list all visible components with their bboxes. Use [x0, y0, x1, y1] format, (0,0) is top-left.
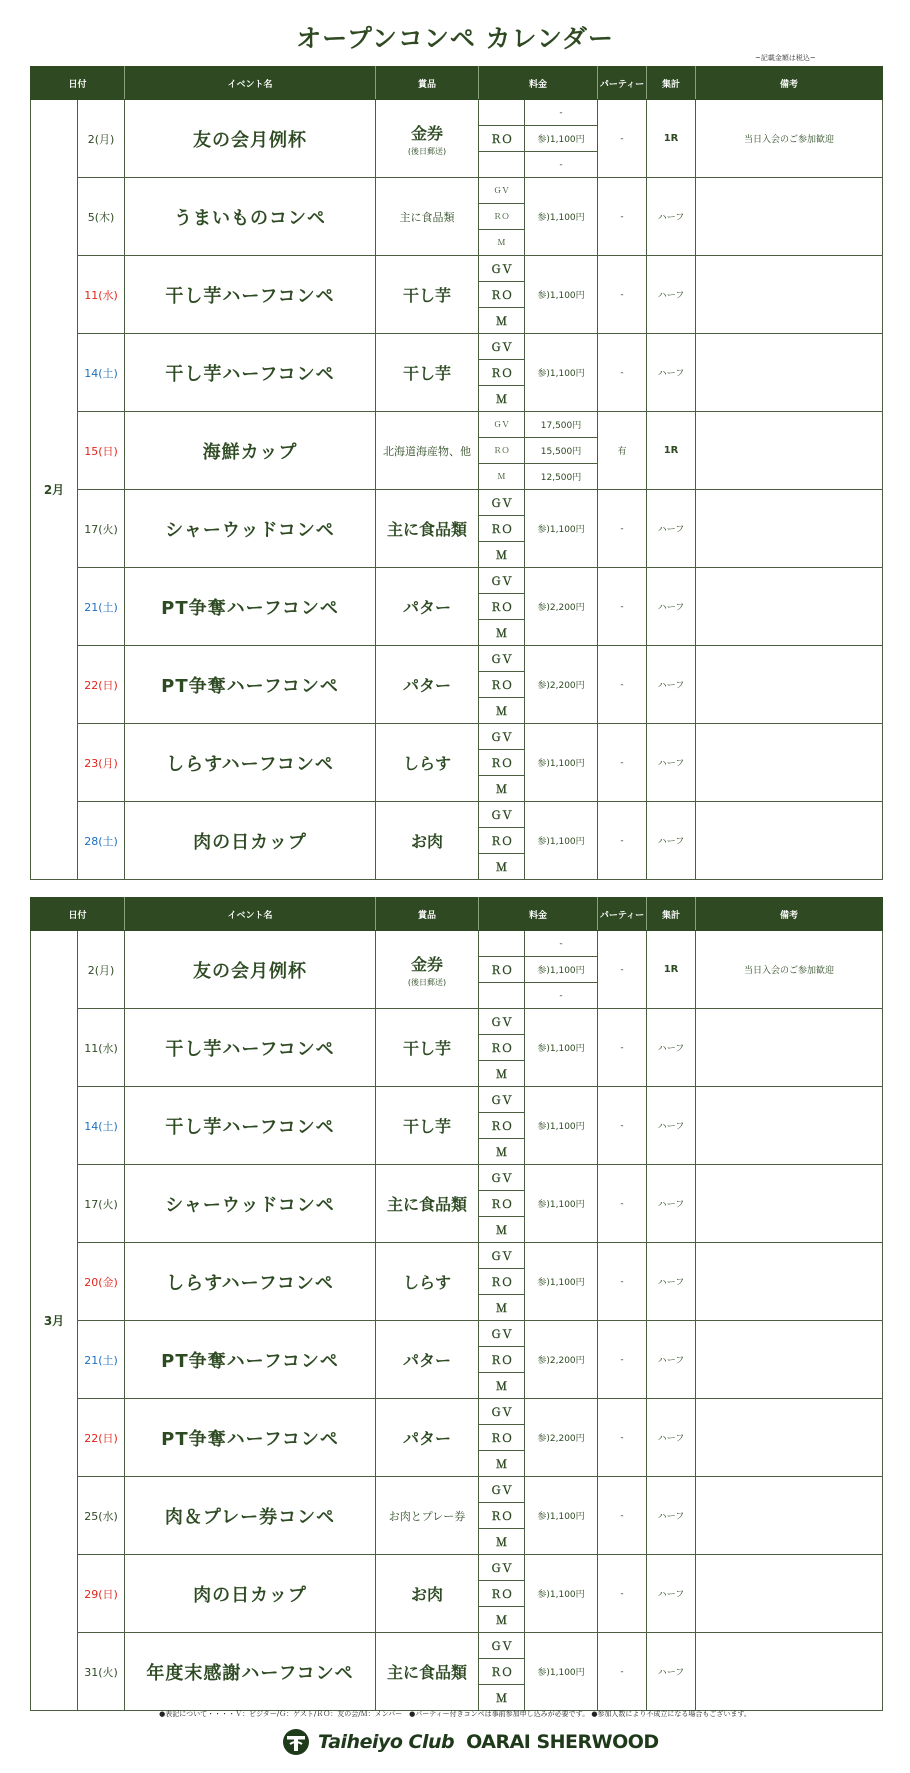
event-prize: [376, 490, 479, 568]
party-status: -: [598, 802, 647, 880]
fee-value: 参)1,100円: [525, 1087, 598, 1165]
month-cell: 3月: [31, 931, 78, 1711]
fee-value: 参)1,100円: [525, 724, 598, 802]
event-prize: [376, 412, 479, 490]
header-event: イベント名: [125, 898, 376, 931]
party-status: -: [598, 1633, 647, 1711]
header-remarks: 備考: [696, 67, 883, 100]
table-row: [31, 931, 883, 957]
player-category: ＧＶ: [479, 1555, 525, 1581]
table-row: [31, 178, 883, 204]
table-row: [31, 490, 883, 516]
party-status: -: [598, 1009, 647, 1087]
player-category: ＧＶ: [479, 1087, 525, 1113]
header-event: イベント名: [125, 67, 376, 100]
fee-value: 12,500円: [525, 464, 598, 490]
event-date: 29(日): [78, 1555, 125, 1633]
fee-value: 参)1,100円: [525, 256, 598, 334]
fee-value: 参)2,200円: [525, 568, 598, 646]
prize-label: 干し芋: [403, 1117, 452, 1136]
party-status: -: [598, 568, 647, 646]
event-date: 25(水): [78, 1477, 125, 1555]
party-status: -: [598, 1399, 647, 1477]
tally-type: ハーフ: [647, 1633, 696, 1711]
event-remarks: 当日入会のご参加歓迎: [696, 100, 883, 178]
tally-type: 1R: [647, 100, 696, 178]
party-status: 有: [598, 412, 647, 490]
player-category: ＧＶ: [479, 334, 525, 360]
event-remarks: [696, 568, 883, 646]
fee-value: 参)1,100円: [525, 1633, 598, 1711]
player-category: ＧＶ: [479, 1477, 525, 1503]
event-date: 14(土): [78, 334, 125, 412]
event-date: 14(土): [78, 1087, 125, 1165]
table-header-row: [31, 898, 883, 931]
table-row: [31, 1633, 883, 1659]
event-prize: [376, 256, 479, 334]
fee-value: 参)1,100円: [525, 334, 598, 412]
player-category: ＲＯ: [479, 1581, 525, 1607]
table-row: [31, 334, 883, 360]
logo-brand: Taiheiyo Club: [318, 1731, 455, 1753]
event-remarks: [696, 178, 883, 256]
event-remarks: [696, 1087, 883, 1165]
player-category: Ｍ: [479, 776, 525, 802]
player-category: ＲＯ: [479, 594, 525, 620]
party-status: -: [598, 1165, 647, 1243]
table-row: [31, 1087, 883, 1113]
player-category: Ｍ: [479, 230, 525, 256]
player-category: ＲＯ: [479, 1113, 525, 1139]
header-remarks: 備考: [696, 898, 883, 931]
table-row: [31, 1243, 883, 1269]
event-prize: [376, 1477, 479, 1555]
event-date: 21(土): [78, 1321, 125, 1399]
player-category: Ｍ: [479, 1139, 525, 1165]
table-row: [31, 568, 883, 594]
prize-label: 干し芋: [403, 364, 452, 383]
event-name: シャーウッドコンペ: [125, 490, 376, 568]
event-prize: [376, 646, 479, 724]
tally-type: ハーフ: [647, 724, 696, 802]
player-category: ＧＶ: [479, 802, 525, 828]
club-logo: [282, 1727, 659, 1757]
party-status: -: [598, 178, 647, 256]
event-prize: [376, 178, 479, 256]
prize-label: パター: [403, 1429, 452, 1448]
event-name: PT争奪ハーフコンペ: [125, 1321, 376, 1399]
player-category: ＧＶ: [479, 646, 525, 672]
month-cell: 2月: [31, 100, 78, 880]
event-prize: [376, 1633, 479, 1711]
fee-value: 参)1,100円: [525, 178, 598, 256]
event-date: 2(月): [78, 100, 125, 178]
player-category: [479, 931, 525, 957]
player-category: ＧＶ: [479, 412, 525, 438]
header-date: 日付: [31, 67, 125, 100]
tally-type: ハーフ: [647, 1399, 696, 1477]
player-category: ＧＶ: [479, 1633, 525, 1659]
header-party: パーティー: [598, 67, 647, 100]
event-date: 11(水): [78, 1009, 125, 1087]
table-row: [31, 1321, 883, 1347]
event-prize: [376, 334, 479, 412]
player-category: Ｍ: [479, 1373, 525, 1399]
event-name: 干し芋ハーフコンペ: [125, 256, 376, 334]
event-date: 22(日): [78, 1399, 125, 1477]
event-name: 友の会月例杯: [125, 100, 376, 178]
prize-label: 北海道海産物、他: [383, 444, 472, 458]
player-category: [479, 152, 525, 178]
table-row: [31, 412, 883, 438]
tally-type: ハーフ: [647, 1477, 696, 1555]
event-remarks: [696, 1555, 883, 1633]
fee-value: -: [525, 152, 598, 178]
table-row: [31, 100, 883, 126]
player-category: Ｍ: [479, 1217, 525, 1243]
player-category: ＧＶ: [479, 568, 525, 594]
player-category: [479, 100, 525, 126]
event-date: 20(金): [78, 1243, 125, 1321]
event-name: うまいものコンペ: [125, 178, 376, 256]
fee-value: 参)1,100円: [525, 490, 598, 568]
player-category: ＲＯ: [479, 672, 525, 698]
tally-type: ハーフ: [647, 802, 696, 880]
prize-label: 金券: [411, 123, 444, 143]
header-party: パーティー: [598, 898, 647, 931]
event-prize: [376, 802, 479, 880]
table-body: [31, 100, 883, 880]
fee-value: 参)2,200円: [525, 646, 598, 724]
player-category: Ｍ: [479, 1529, 525, 1555]
event-remarks: [696, 724, 883, 802]
fee-value: 参)2,200円: [525, 1399, 598, 1477]
party-status: -: [598, 1477, 647, 1555]
player-category: ＧＶ: [479, 490, 525, 516]
event-date: 17(火): [78, 1165, 125, 1243]
page-title: オープンコンペ カレンダー: [296, 24, 614, 53]
player-category: ＧＶ: [479, 1165, 525, 1191]
event-name: シャーウッドコンペ: [125, 1165, 376, 1243]
taiheiyo-club-logo-icon: [282, 1728, 310, 1756]
player-category: Ｍ: [479, 1451, 525, 1477]
player-category: ＧＶ: [479, 1321, 525, 1347]
tally-type: ハーフ: [647, 568, 696, 646]
header-prize: 賞品: [376, 898, 479, 931]
player-category: ＧＶ: [479, 256, 525, 282]
calendar-table-march: [30, 897, 883, 1711]
prize-label: 金券: [411, 954, 444, 974]
player-category: ＲＯ: [479, 204, 525, 230]
fee-value: 参)1,100円: [525, 802, 598, 880]
tally-type: ハーフ: [647, 1009, 696, 1087]
logo-club-name: OARAI SHERWOOD: [466, 1731, 659, 1753]
event-prize: [376, 1243, 479, 1321]
event-name: PT争奪ハーフコンペ: [125, 1399, 376, 1477]
player-category: ＲＯ: [479, 360, 525, 386]
fee-value: -: [525, 100, 598, 126]
legend-note: ●表記について・・・・Ｖ：ビジター/Ｇ：ゲスト/ＲＯ：友の会/Ｍ：メンバー ●パーティー付きコンペは事前参加申し込みが必要です。 ●参加人数により不成立になる場合もございます。: [159, 1710, 751, 1718]
event-date: 22(日): [78, 646, 125, 724]
player-category: Ｍ: [479, 1295, 525, 1321]
event-name: 干し芋ハーフコンペ: [125, 1009, 376, 1087]
tally-type: 1R: [647, 412, 696, 490]
prize-label: しらす: [403, 754, 452, 773]
fee-value: 17,500円: [525, 412, 598, 438]
player-category: ＲＯ: [479, 1503, 525, 1529]
player-category: Ｍ: [479, 1607, 525, 1633]
player-category: ＲＯ: [479, 126, 525, 152]
event-date: 28(土): [78, 802, 125, 880]
prize-label: 主に食品類: [387, 1663, 468, 1682]
event-name: 干し芋ハーフコンペ: [125, 1087, 376, 1165]
table-header-row: [31, 67, 883, 100]
table-row: [31, 724, 883, 750]
party-status: -: [598, 100, 647, 178]
fee-value: 参)1,100円: [525, 1009, 598, 1087]
fee-value: 参)2,200円: [525, 1321, 598, 1399]
fee-value: 参)1,100円: [525, 126, 598, 152]
table-row: [31, 646, 883, 672]
tally-type: ハーフ: [647, 1321, 696, 1399]
event-remarks: [696, 334, 883, 412]
player-category: ＲＯ: [479, 1191, 525, 1217]
event-prize: [376, 1087, 479, 1165]
player-category: ＲＯ: [479, 438, 525, 464]
event-name: PT争奪ハーフコンペ: [125, 568, 376, 646]
table-row: [31, 256, 883, 282]
event-date: 5(木): [78, 178, 125, 256]
player-category: ＧＶ: [479, 1399, 525, 1425]
fee-value: 参)1,100円: [525, 1477, 598, 1555]
prize-label: 主に食品類: [387, 1195, 468, 1214]
table-body: [31, 931, 883, 1711]
table-row: [31, 1555, 883, 1581]
party-status: -: [598, 334, 647, 412]
player-category: ＧＶ: [479, 724, 525, 750]
party-status: -: [598, 646, 647, 724]
party-status: -: [598, 1087, 647, 1165]
tally-type: ハーフ: [647, 1243, 696, 1321]
party-status: -: [598, 256, 647, 334]
fee-value: 参)1,100円: [525, 1243, 598, 1321]
event-prize: [376, 1399, 479, 1477]
event-name: しらすハーフコンペ: [125, 724, 376, 802]
event-name: 年度末感謝ハーフコンペ: [125, 1633, 376, 1711]
prize-label: パター: [403, 598, 452, 617]
event-prize: [376, 1009, 479, 1087]
prize-note: (後日郵送): [407, 146, 447, 156]
player-category: ＲＯ: [479, 516, 525, 542]
event-date: 15(日): [78, 412, 125, 490]
party-status: -: [598, 724, 647, 802]
tally-type: 1R: [647, 931, 696, 1009]
calendar-table-february: [30, 66, 883, 880]
tally-type: ハーフ: [647, 178, 696, 256]
event-date: 17(火): [78, 490, 125, 568]
player-category: ＲＯ: [479, 1269, 525, 1295]
tally-type: ハーフ: [647, 646, 696, 724]
event-remarks: [696, 1633, 883, 1711]
header-tally: 集計: [647, 898, 696, 931]
tally-type: ハーフ: [647, 334, 696, 412]
player-category: [479, 983, 525, 1009]
event-prize: [376, 100, 479, 178]
prize-label: 主に食品類: [387, 520, 468, 539]
fee-value: -: [525, 983, 598, 1009]
prize-label: お肉: [411, 1585, 444, 1604]
prize-note: (後日郵送): [407, 977, 447, 987]
player-category: ＲＯ: [479, 1425, 525, 1451]
header-tally: 集計: [647, 67, 696, 100]
event-remarks: [696, 802, 883, 880]
tally-type: ハーフ: [647, 490, 696, 568]
event-name: PT争奪ハーフコンペ: [125, 646, 376, 724]
header-fee: 料金: [479, 67, 598, 100]
tally-type: ハーフ: [647, 1087, 696, 1165]
event-name: 干し芋ハーフコンペ: [125, 334, 376, 412]
event-remarks: [696, 412, 883, 490]
event-remarks: [696, 1399, 883, 1477]
event-remarks: [696, 1477, 883, 1555]
header-date: 日付: [31, 898, 125, 931]
event-date: 2(月): [78, 931, 125, 1009]
fee-value: 15,500円: [525, 438, 598, 464]
player-category: Ｍ: [479, 1061, 525, 1087]
event-remarks: [696, 1165, 883, 1243]
player-category: ＲＯ: [479, 957, 525, 983]
prize-label: お肉とプレー券: [388, 1509, 466, 1523]
player-category: Ｍ: [479, 1685, 525, 1711]
player-category: Ｍ: [479, 620, 525, 646]
event-remarks: [696, 490, 883, 568]
event-prize: [376, 724, 479, 802]
player-category: ＲＯ: [479, 282, 525, 308]
event-name: 肉の日カップ: [125, 802, 376, 880]
event-name: 友の会月例杯: [125, 931, 376, 1009]
event-remarks: [696, 646, 883, 724]
table-row: [31, 1477, 883, 1503]
event-date: 21(土): [78, 568, 125, 646]
tally-type: ハーフ: [647, 1555, 696, 1633]
event-name: 肉＆プレー券コンペ: [125, 1477, 376, 1555]
player-category: Ｍ: [479, 386, 525, 412]
prize-label: しらす: [403, 1273, 452, 1292]
table-row: [31, 802, 883, 828]
event-remarks: [696, 1243, 883, 1321]
fee-value: -: [525, 931, 598, 957]
prize-label: 干し芋: [403, 1039, 452, 1058]
player-category: Ｍ: [479, 308, 525, 334]
tax-note: ~記載金額は税込~: [755, 54, 816, 62]
prize-label: 主に食品類: [399, 210, 455, 224]
table-row: [31, 1009, 883, 1035]
event-date: 23(月): [78, 724, 125, 802]
player-category: Ｍ: [479, 698, 525, 724]
player-category: ＲＯ: [479, 1659, 525, 1685]
header-prize: 賞品: [376, 67, 479, 100]
player-category: ＧＶ: [479, 1243, 525, 1269]
player-category: ＲＯ: [479, 828, 525, 854]
tally-type: ハーフ: [647, 1165, 696, 1243]
player-category: ＲＯ: [479, 1347, 525, 1373]
event-date: 11(水): [78, 256, 125, 334]
player-category: Ｍ: [479, 542, 525, 568]
event-prize: [376, 568, 479, 646]
player-category: ＲＯ: [479, 750, 525, 776]
event-name: 肉の日カップ: [125, 1555, 376, 1633]
prize-label: 干し芋: [403, 286, 452, 305]
player-category: ＧＶ: [479, 178, 525, 204]
player-category: Ｍ: [479, 464, 525, 490]
player-category: ＧＶ: [479, 1009, 525, 1035]
event-date: 31(火): [78, 1633, 125, 1711]
event-remarks: [696, 256, 883, 334]
prize-label: パター: [403, 1351, 452, 1370]
fee-value: 参)1,100円: [525, 1165, 598, 1243]
table-row: [31, 1165, 883, 1191]
fee-value: 参)1,100円: [525, 957, 598, 983]
event-name: しらすハーフコンペ: [125, 1243, 376, 1321]
party-status: -: [598, 1243, 647, 1321]
event-prize: [376, 1555, 479, 1633]
event-name: 海鮮カップ: [125, 412, 376, 490]
event-remarks: [696, 1009, 883, 1087]
event-prize: [376, 931, 479, 1009]
table-row: [31, 1399, 883, 1425]
party-status: -: [598, 490, 647, 568]
event-remarks: [696, 1321, 883, 1399]
header-fee: 料金: [479, 898, 598, 931]
event-prize: [376, 1165, 479, 1243]
party-status: -: [598, 1321, 647, 1399]
party-status: -: [598, 1555, 647, 1633]
tally-type: ハーフ: [647, 256, 696, 334]
prize-label: パター: [403, 676, 452, 695]
event-prize: [376, 1321, 479, 1399]
event-remarks: 当日入会のご参加歓迎: [696, 931, 883, 1009]
party-status: -: [598, 931, 647, 1009]
prize-label: お肉: [411, 832, 444, 851]
player-category: Ｍ: [479, 854, 525, 880]
fee-value: 参)1,100円: [525, 1555, 598, 1633]
player-category: ＲＯ: [479, 1035, 525, 1061]
